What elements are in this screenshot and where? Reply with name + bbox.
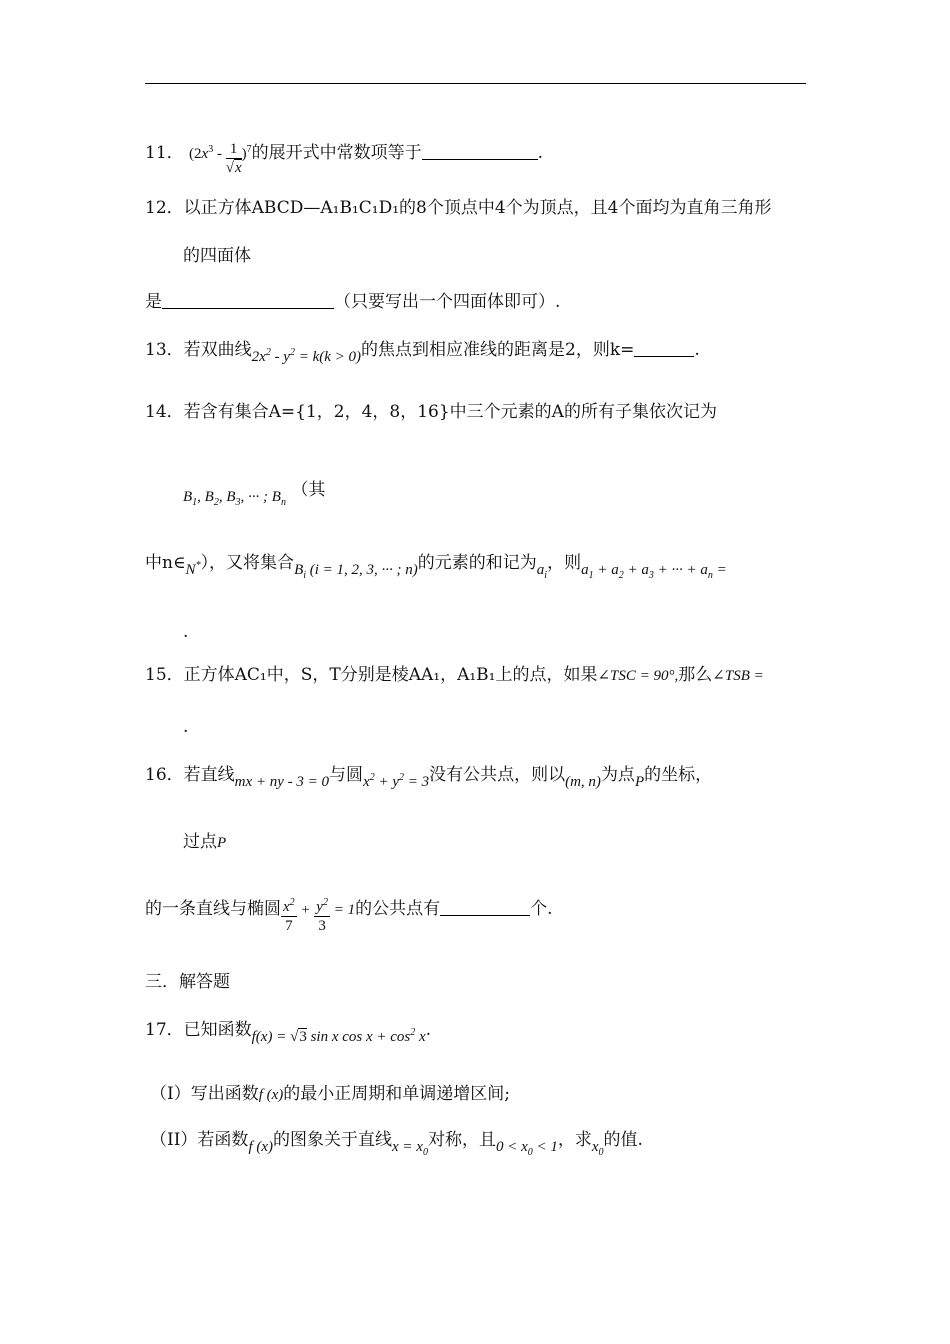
question-16-line3: 的一条直线与椭圆 $\frac{x^2}{7}$ + $\frac{y^2}{3}$ = 1的公共点有 个. xyxy=(145,890,553,931)
question-15-end: . xyxy=(183,717,189,737)
question-15: 15．正方体AC₁中，S，T分别是棱AA₁，A₁B₁上的点，如果∠TSC = 90°,那么∠TSB = xyxy=(145,665,764,685)
answer-blank-12[interactable] xyxy=(162,290,334,309)
q16-ellipse-eq: $\frac{x^2}{7}$ + $\frac{y^2}{3}$ = 1 xyxy=(281,902,355,918)
answer-blank-16[interactable] xyxy=(440,897,530,916)
question-13: 13．若双曲线$2x^2 - y^2 = k(k > 0)$的焦点到相应准线的距离是2，则k= . xyxy=(145,340,700,365)
question-16-line2: 过点P xyxy=(183,832,227,852)
question-14-line1: 14．若含有集合A={1，2，4，8，16}中三个元素的A的所有子集依次记为 xyxy=(145,402,717,422)
q14-subsets: $B_1$, $B_2$, $B_3$, ··· ; $B_n$ xyxy=(183,489,286,508)
question-14-end: . xyxy=(183,622,189,642)
question-17: 17．已知函数f(x) = √3 sin x $\cos x + \cos^2 x$. xyxy=(145,1020,432,1045)
q11-expression: ($2x^3$ - $\frac{1}{√x}$ )$^7$ xyxy=(189,141,252,176)
question-12-line1: 12．以正方体ABCD—A₁B₁C₁D₁的8个顶点中4个为顶点，且4个面均为直角三角形 xyxy=(145,198,772,218)
question-12-line2: 的四面体 xyxy=(183,246,251,266)
q13-hyperbola-eq: $2x^2 - y^2 = k(k > 0)$ xyxy=(251,347,362,365)
answer-blank-11[interactable] xyxy=(422,141,538,160)
answer-blank-13[interactable] xyxy=(634,338,694,357)
question-14-line2: $B_1$, $B_2$, $B_3$, ··· ; $B_n$ （其 xyxy=(183,480,326,508)
question-17-part2: （II）若函数f (x)的图象关于直线$x = x_0$对称，且$0 < x_0 < 1$，求$x_0$的值. xyxy=(150,1130,643,1158)
question-12-line3: 是 （只要写出一个四面体即可）. xyxy=(145,292,561,312)
q17-function-def: f(x) = √3 sin x $\cos x + \cos^2 x$ xyxy=(251,1027,426,1045)
question-16-line1: 16．若直线mx + ny - 3 = 0与圆$x^2 + y^2 = 3$没有公共点，则以(m, n)为点P的坐标， xyxy=(145,765,713,790)
header-rule xyxy=(145,83,806,84)
question-11: 11． ($2x^3$ - $\frac{1}{√x}$ )$^7$的展开式中常数项等于 . xyxy=(145,141,544,176)
section-title: 三．解答题 xyxy=(145,972,230,992)
question-14-line3: 中n∈N*），又将集合$B_i$ (i = 1, 2, 3, ··· ; n)的元素的和记为$a_i$，则$a_1 + a_2 + a_3$ + ··· + $a_n$ = xyxy=(145,553,727,581)
question-17-part1: （I）写出函数f (x)的最小正周期和单调递增区间; xyxy=(150,1084,511,1104)
